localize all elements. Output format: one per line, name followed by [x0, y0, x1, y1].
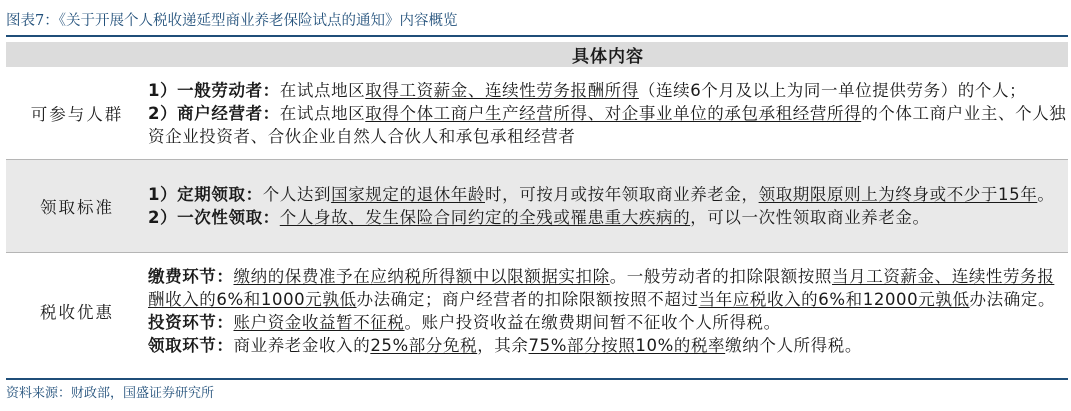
tax-item-investment [148, 311, 1068, 334]
bottom-rule [6, 378, 1068, 380]
item-heading: 1）定期领取： [148, 185, 263, 204]
table-header-row [6, 42, 1068, 67]
table-row-withdrawal [6, 160, 1068, 253]
figure-caption: 图表7：《关于开展个人税收递延型商业养老保险试点的通知》内容概览 [6, 13, 458, 29]
withdrawal-item-1 [148, 183, 1068, 206]
item-heading: 缴费环节： [148, 266, 234, 286]
participant-item-2 [148, 102, 1068, 148]
item-underlined-text: 75%部分按照10%的税率 [528, 335, 726, 355]
item-text: 在试点地区 [279, 103, 366, 123]
item-heading: 领取环节： [148, 335, 234, 355]
row-content-participants [148, 67, 1068, 160]
item-text: （连续6个月及以上为同一单位提供劳务）的个人； [638, 80, 1027, 100]
item-text: ，其余 [477, 335, 529, 355]
item-underlined-text: 国家规定的退休年龄 [331, 185, 485, 204]
participant-item-1 [148, 79, 1068, 102]
item-text: 办法确定。 [969, 289, 1056, 309]
top-rule [6, 35, 1068, 37]
withdrawal-item-2 [148, 206, 1068, 229]
item-text: 商业养老金收入的 [233, 335, 371, 355]
item-text: ，可以一次性领取商业养老金。 [690, 208, 930, 227]
row-content-tax [148, 253, 1068, 369]
item-underlined-text: 取得工资薪金、连续性劳务报酬所得 [365, 80, 639, 100]
item-text: 个人达到 [262, 185, 332, 204]
item-heading: 2）一次性领取： [148, 208, 280, 227]
item-underlined-text: 当月工资薪金、连续性劳务报酬收入的6%和1000元孰低 [148, 266, 1055, 309]
item-heading: 1）一般劳动者： [148, 80, 280, 100]
header-empty-cell [6, 42, 148, 67]
item-underlined-text: 25%部分免税 [370, 335, 478, 355]
item-text: 。 [1037, 185, 1055, 204]
item-text: 缴纳个人所得税。 [725, 335, 862, 355]
table-row-participants [6, 67, 1068, 160]
row-content-withdrawal [148, 160, 1068, 253]
row-label-withdrawal: 领取标准 [6, 160, 148, 253]
item-text: 。一般劳动者的扣除限额按照 [609, 266, 833, 286]
content-table [6, 42, 1068, 368]
item-text: 办法确定；商户经营者的扣除限额按照不超过 [356, 289, 699, 309]
tax-item-withdrawal [148, 334, 1068, 357]
item-text: 的个体工商户业主、个人独资企业投资者、合伙企业自然人合伙人和承包承租经营者 [148, 103, 1067, 146]
table-header: 具体内容 [148, 42, 1068, 67]
item-text: 时，可按月或按年领取商业养老金， [485, 185, 759, 204]
table-row-tax [6, 253, 1068, 369]
item-underlined-text: 取得个体工商户生产经营所得、对企事业单位的承包承租经营所得 [365, 103, 862, 123]
item-text: 在试点地区 [279, 80, 366, 100]
item-underlined-text: 领取期限原则上为终身或不少于15年 [758, 185, 1038, 204]
row-label-participants: 可参与人群 [30, 105, 124, 124]
item-heading: 2）商户经营者： [148, 103, 280, 123]
source-note: 资料来源：财政部，国盛证券研究所 [6, 386, 215, 401]
item-text: 。账户投资收益在缴费期间暂不征收个人所得税。 [404, 312, 781, 332]
item-underlined-text: 缴纳的保费准予在应纳税所得额中以限额据实扣除 [233, 266, 610, 286]
tax-item-contribution [148, 265, 1068, 311]
item-heading: 投资环节： [148, 312, 234, 332]
item-underlined-text: 个人身故、发生保险合同约定的全残或罹患重大疾病的 [279, 208, 691, 227]
item-underlined-text: 账户资金收益暂不征税 [233, 312, 405, 332]
row-label-tax: 税收优惠 [6, 253, 148, 369]
item-underlined-text: 当年应税收入的6%和12000元孰低 [698, 289, 970, 309]
